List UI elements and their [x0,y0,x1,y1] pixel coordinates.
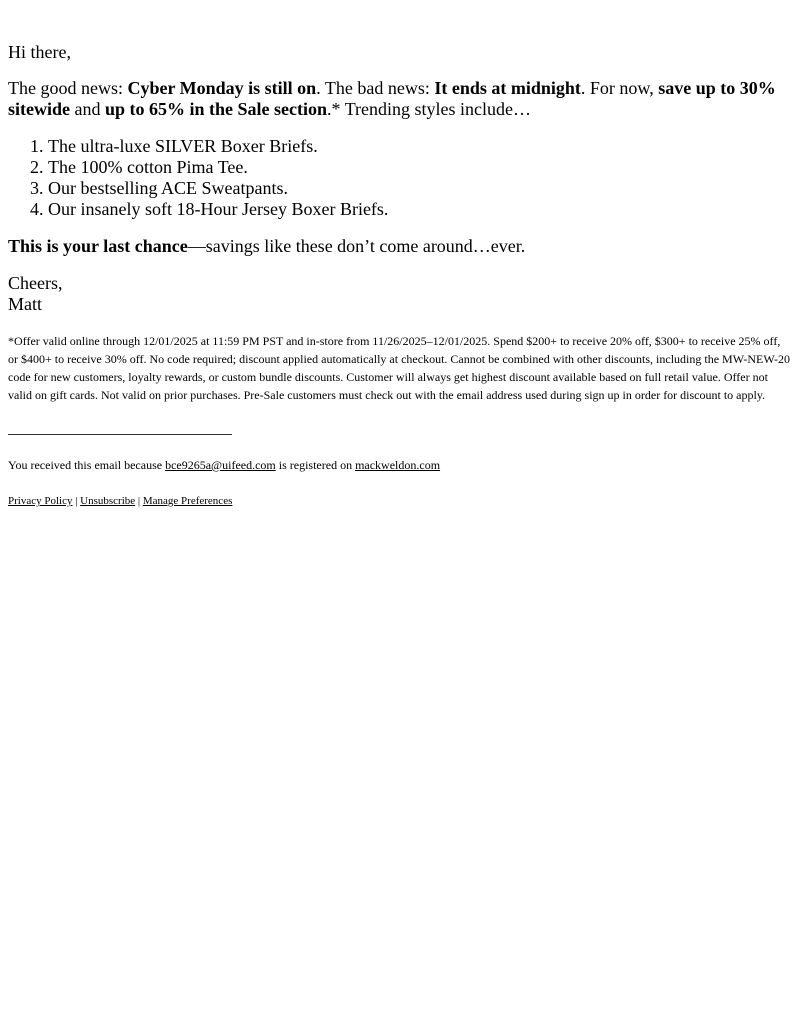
unsubscribe-link[interactable]: Unsubscribe [80,495,136,507]
intro-highlight-sitewide: save up to 30% sitewide [8,78,776,119]
list-item: 1. The ultra-luxe SILVER Boxer Briefs. [48,136,388,157]
separator-line [8,434,232,435]
list-item: 3. Our bestselling ACE Sweatpants. [48,178,388,199]
signature: Matt [8,294,42,314]
intro-highlight-sale: up to 65% in the Sale section [105,99,328,119]
site-link[interactable]: mackweldon.com [355,458,441,472]
intro-highlight-cyber-monday: Cyber Monday is still on [127,78,317,98]
link-separator: | [135,495,143,507]
received-middle: is registered on [275,458,356,472]
signoff [8,273,62,315]
intro-text: .* Trending styles include… [327,99,532,119]
last-chance-paragraph [8,236,525,257]
link-separator: | [72,495,81,507]
last-chance-text: —savings like these don’t come around…ever. [187,236,526,256]
greeting: Hi there, [8,42,71,62]
intro-highlight-midnight: It ends at midnight [434,78,581,98]
intro-text: and [70,99,105,119]
intro-paragraph [8,78,784,120]
trending-styles-list [8,136,388,220]
privacy-policy-link[interactable]: Privacy Policy [8,495,73,507]
footer-links [8,494,232,508]
last-chance-bold: This is your last chance [8,236,188,256]
received-notice [8,457,440,473]
email-address-link[interactable]: bce9265a@uifeed.com [165,458,276,472]
list-item: 4. Our insanely soft 18-Hour Jersey Boxer Briefs. [48,199,388,220]
signoff-text: Cheers, [8,273,63,293]
intro-text: . For now, [580,78,659,98]
received-prefix: You received this email because [8,458,166,472]
list-item: 2. The 100% cotton Pima Tee. [48,157,388,178]
intro-text: The good news: [8,78,128,98]
manage-preferences-link[interactable]: Manage Preferences [142,495,233,507]
intro-text: . The bad news: [316,78,435,98]
fine-print: *Offer valid online through 12/01/2025 at 11:59 PM PST and in-store from 11/26/2025–12/01/2025. Spend $200+ to receive 20% off, $300+ to receive 25% off, or $400+ to receive 30% off. No code required; discount applied automatically at checkout. Cannot be combined with other discounts, including the MW-NEW-20 code for new customers, loyalty rewards, or custom bundle discounts. Customer will always get highest discount available based on full retail value. Offer not valid on gift cards. Not valid on prior purchases. Pre-Sale customers must check out with the email address used during sign up in order for discount to apply. [8,334,791,402]
